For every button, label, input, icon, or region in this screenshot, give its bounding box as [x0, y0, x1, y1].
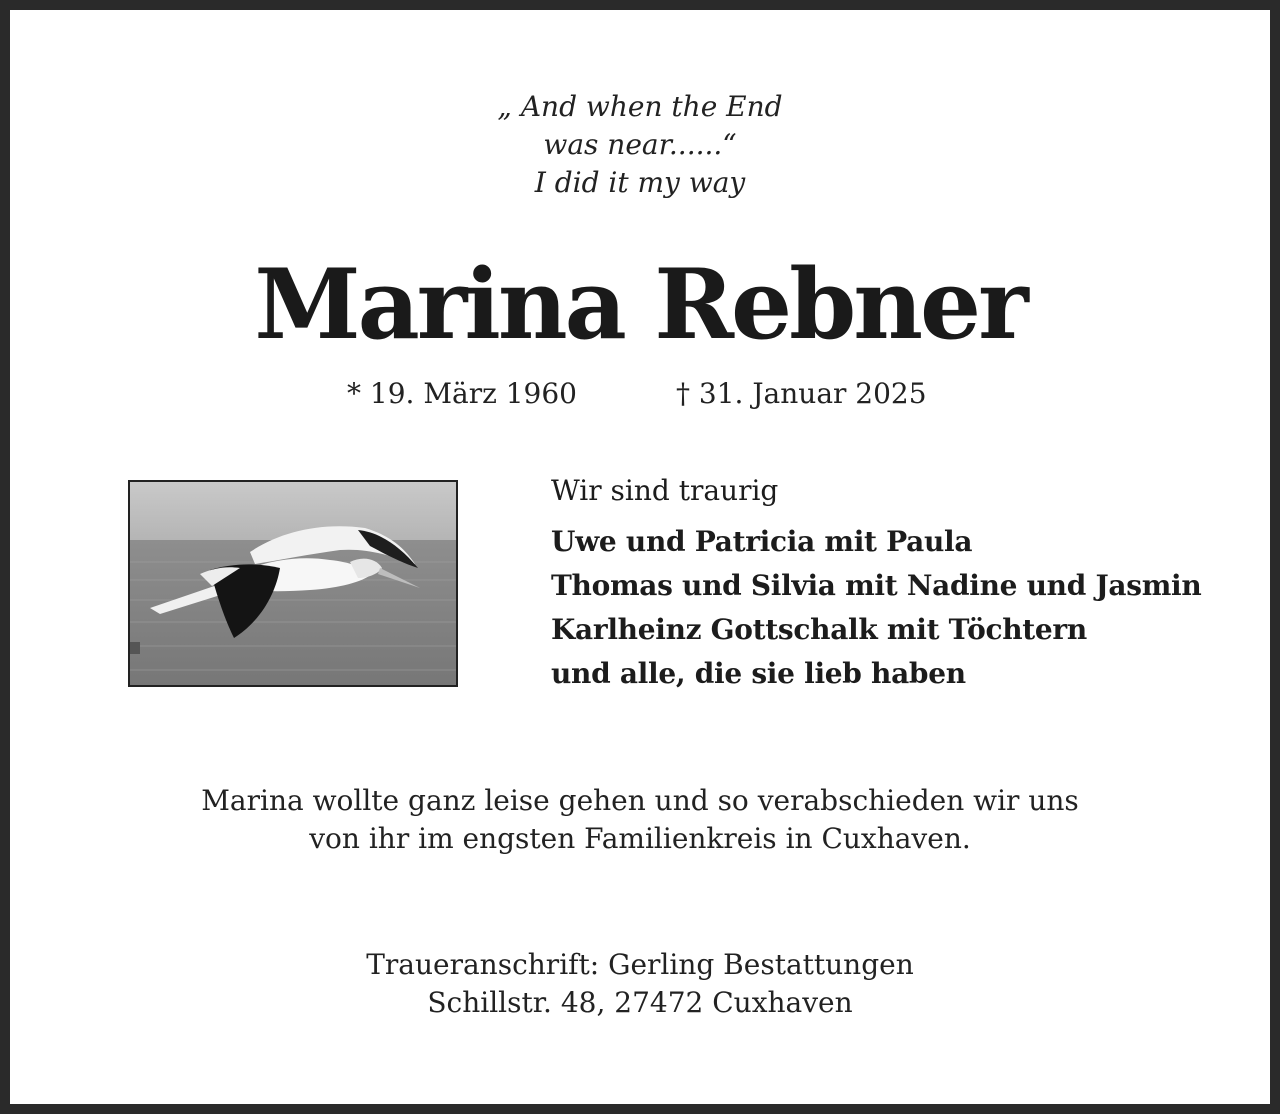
death-date: † 31. Januar 2025 — [676, 377, 927, 410]
memorial-photo — [128, 480, 458, 687]
quote-line-1: „ And when the End — [497, 90, 783, 123]
farewell-line-1: Marina wollte ganz leise gehen und so verabschieden wir uns — [201, 784, 1079, 817]
mourners-intro: Wir sind traurig — [551, 474, 779, 507]
quote-line-3: I did it my way — [534, 166, 746, 199]
mourner-line: Uwe und Patricia mit Paula — [551, 525, 973, 558]
quote-line-2: was near......“ — [543, 128, 737, 161]
mourning-address — [0, 946, 1280, 1022]
birth-date: * 19. März 1960 — [347, 377, 577, 410]
deceased-name: Marina Rebner — [254, 248, 1026, 361]
mourner-line: Thomas und Silvia mit Nadine und Jasmin — [551, 569, 1202, 602]
quote — [0, 88, 1280, 202]
mourner-line: und alle, die sie lieb haben — [551, 657, 966, 690]
mourner-line: Karlheinz Gottschalk mit Töchtern — [551, 613, 1087, 646]
farewell-text — [0, 782, 1280, 858]
address-line-1: Traueranschrift: Gerling Bestattungen — [366, 948, 914, 981]
address-line-2: Schillstr. 48, 27472 Cuxhaven — [427, 986, 853, 1019]
gannet-photo-image — [130, 482, 456, 685]
mourners-block — [551, 472, 1201, 696]
farewell-line-2: von ihr im engsten Familienkreis in Cuxhaven. — [309, 822, 971, 855]
